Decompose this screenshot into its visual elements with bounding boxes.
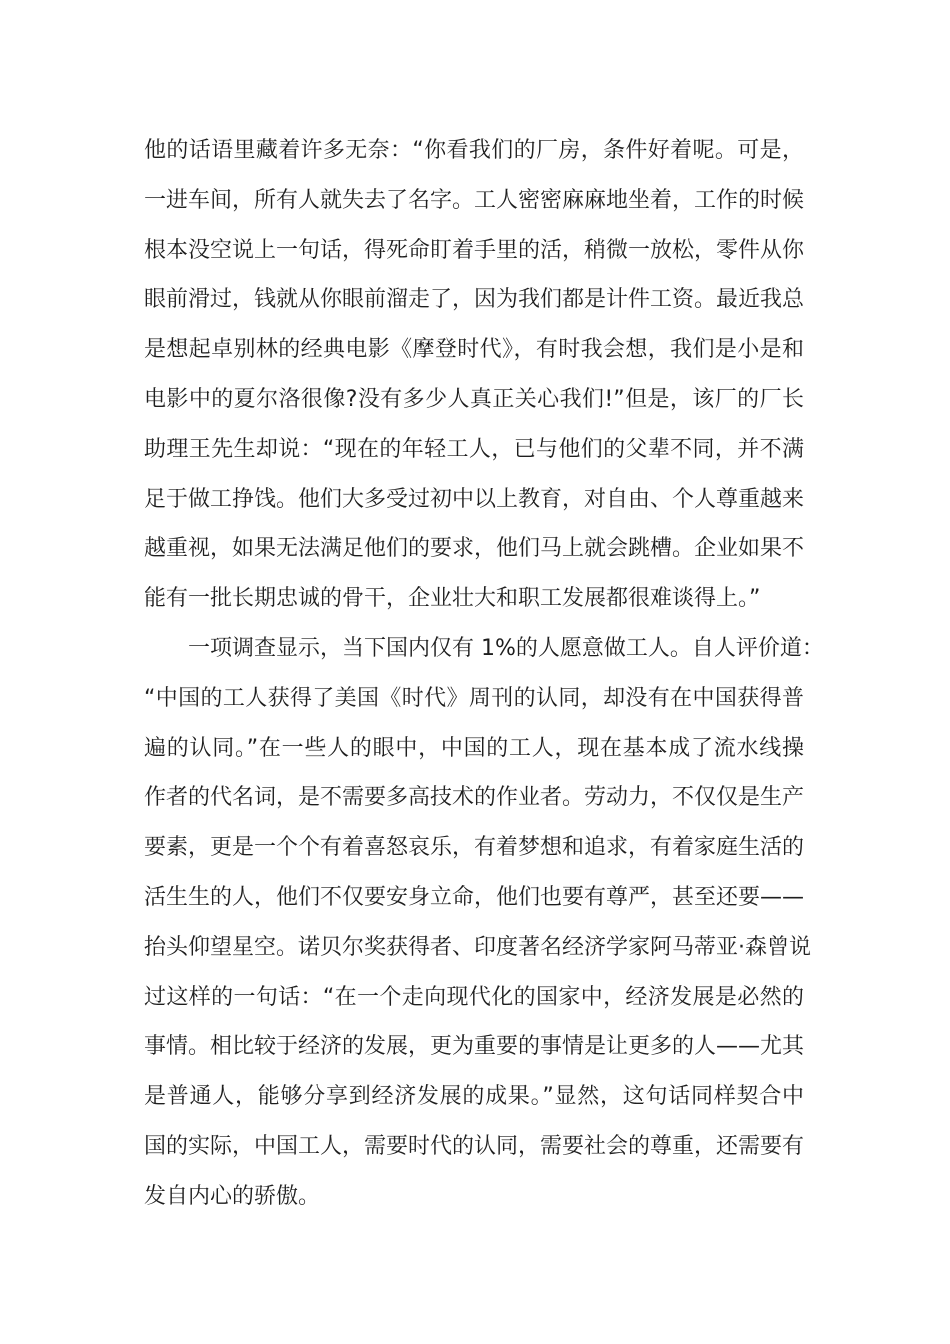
text-line: 根本没空说上一句话，得死命盯着手里的活，稍微一放松，零件从你 bbox=[144, 237, 805, 263]
text-line: 越重视，如果无法满足他们的要求，他们马上就会跳槽。企业如果不 bbox=[144, 536, 805, 562]
document-body bbox=[144, 126, 824, 1222]
text-line: 活生生的人，他们不仅要安身立命，他们也要有尊严，甚至还要—— bbox=[144, 884, 805, 910]
text-line: 助理王先生却说：“现在的年轻工人，已与他们的父辈不同，并不满 bbox=[144, 436, 804, 462]
text-line: 国的实际，中国工人，需要时代的认同，需要社会的尊重，还需要有 bbox=[144, 1133, 805, 1159]
text-line: 发自内心的骄傲。 bbox=[144, 1183, 321, 1209]
paragraph-2 bbox=[144, 624, 824, 1222]
paragraph-1 bbox=[144, 126, 804, 624]
text-line: 电影中的夏尔洛很像?没有多少人真正关心我们!”但是，该厂的厂长 bbox=[144, 386, 804, 412]
text-line: 事情。相比较于经济的发展，更为重要的事情是让更多的人——尤其 bbox=[144, 1034, 805, 1060]
text-line: 过这样的一句话：“在一个走向现代化的国家中，经济发展是必然的 bbox=[144, 984, 804, 1010]
text-line: 眼前滑过，钱就从你眼前溜走了，因为我们都是计件工资。最近我总 bbox=[144, 287, 805, 313]
text-line: 遍的认同。”在一些人的眼中，中国的工人，现在基本成了流水线操 bbox=[144, 735, 804, 761]
text-line: 作者的代名词，是不需要多高技术的作业者。劳动力，不仅仅是生产 bbox=[144, 785, 805, 811]
text-line: 是普通人，能够分享到经济发展的成果。”显然，这句话同样契合中 bbox=[144, 1084, 804, 1110]
text-line: 要素，更是一个个有着喜怒哀乐，有着梦想和追求，有着家庭生活的 bbox=[144, 835, 805, 861]
text-line: 能有一批长期忠诚的骨干，企业壮大和职工发展都很难谈得上。” bbox=[144, 586, 761, 612]
text-line: “中国的工人获得了美国《时代》周刊的认同，却没有在中国获得普 bbox=[144, 685, 804, 711]
text-line: 是想起卓别林的经典电影《摩登时代》，有时我会想，我们是小是和 bbox=[144, 337, 804, 363]
text-line: 他的话语里藏着许多无奈：“你看我们的厂房，条件好着呢。可是， bbox=[144, 138, 804, 163]
text-line: 抬头仰望星空。诺贝尔奖获得者、印度著名经济学家阿马蒂亚·森曾说 bbox=[144, 934, 811, 960]
text-line: 足于做工挣饯。他们大多受过初中以上教育，对自由、个人尊重越来 bbox=[144, 486, 805, 512]
text-line: 一进车间，所有人就失去了名字。工人密密麻麻地坐着，工作的时候 bbox=[144, 187, 805, 213]
text-line: 一项调查显示，当下国内仅有 1%的人愿意做工人。自人评价道： bbox=[188, 635, 824, 661]
